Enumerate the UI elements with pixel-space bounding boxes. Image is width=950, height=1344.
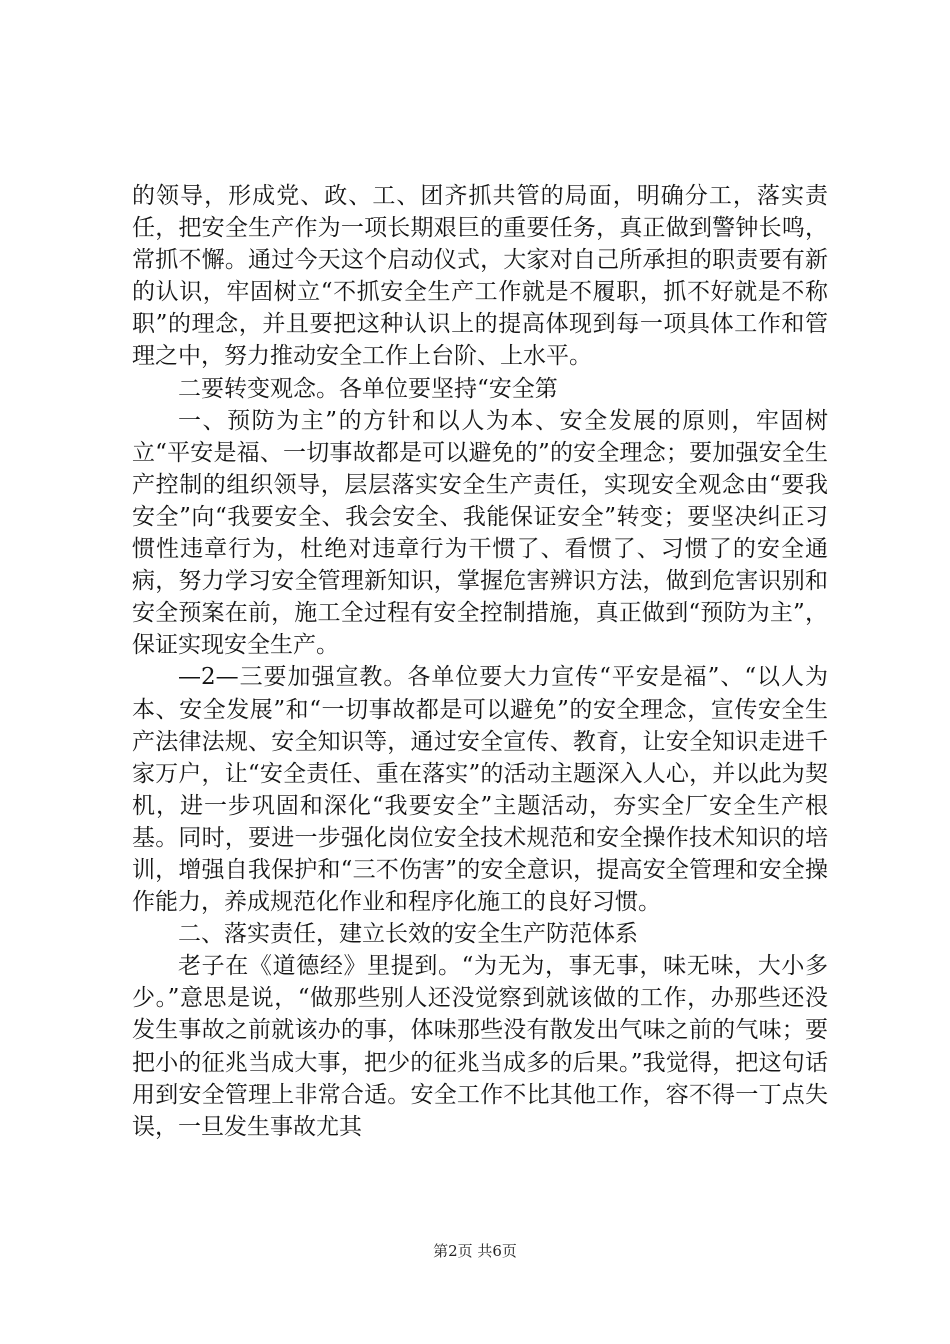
- paragraph: —2—三要加强宣教。各单位要大力宣传“平安是福”、“以人为本、安全发展”和“一切事故都是可以避免”的安全理念，宣传安全生产法律法规、安全知识等，通过安全宣传、教育，让安全知识走进千家万户，让“安全责任、重在落实”的活动主题深入人心，并以此为契机，进一步巩固和深化“我要安全”主题活动，夯实全厂安全生产根基。同时，要进一步强化岗位安全技术规范和安全操作技术知识的培训，增强自我保护和“三不伤害”的安全意识，提高安全管理和安全操作能力，养成规范化作业和程序化施工的良好习惯。: [132, 664, 828, 916]
- paragraph: 二要转变观念。各单位要坚持“安全第: [178, 375, 558, 402]
- paragraph: 一、预防为主”的方针和以人为本、安全发展的原则，牢固树立“平安是福、一切事故都是可以避免的”的安全理念；要加强安全生产控制的组织领导，层层落实安全生产责任，实现安全观念由“要我安全”向“我要安全、我会安全、我能保证安全”转变；要坚决纠正习惯性违章行为，杜绝对违章行为干惯了、看惯了、习惯了的安全通病，努力学习安全管理新知识，掌握危害辨识方法，做到危害识别和安全预案在前，施工全过程有安全控制措施，真正做到“预防为主”，保证实现安全生产。: [132, 407, 828, 659]
- page-number-footer: 第2页 共6页: [433, 1242, 517, 1260]
- paragraph: 老子在《道德经》里提到。“为无为，事无事，味无味，大小多少。”意思是说，“做那些别人还没觉察到就该做的工作，办那些还没发生事故之前就该办的事，体味那些没有散发出气味之前的气味；要把小的征兆当成大事，把少的征兆当成多的后果。”我觉得，把这句话用到安全管理上非常合适。安全工作不比其他工作，容不得一丁点失误，一旦发生事故尤其: [132, 953, 828, 1140]
- section-heading: 二、落实责任，建立长效的安全生产防范体系: [178, 921, 638, 948]
- document-body: [132, 180, 828, 1143]
- paragraph: 的领导，形成党、政、工、团齐抓共管的局面，明确分工，落实责任，把安全生产作为一项长期艰巨的重要任务，真正做到警钟长鸣，常抓不懈。通过今天这个启动仪式，大家对自己所承担的职责要有新的认识，牢固树立“不抓安全生产工作就是不履职，抓不好就是不称职”的理念，并且要把这种认识上的提高体现到每一项具体工作和管理之中，努力推动安全工作上台阶、上水平。: [132, 183, 828, 370]
